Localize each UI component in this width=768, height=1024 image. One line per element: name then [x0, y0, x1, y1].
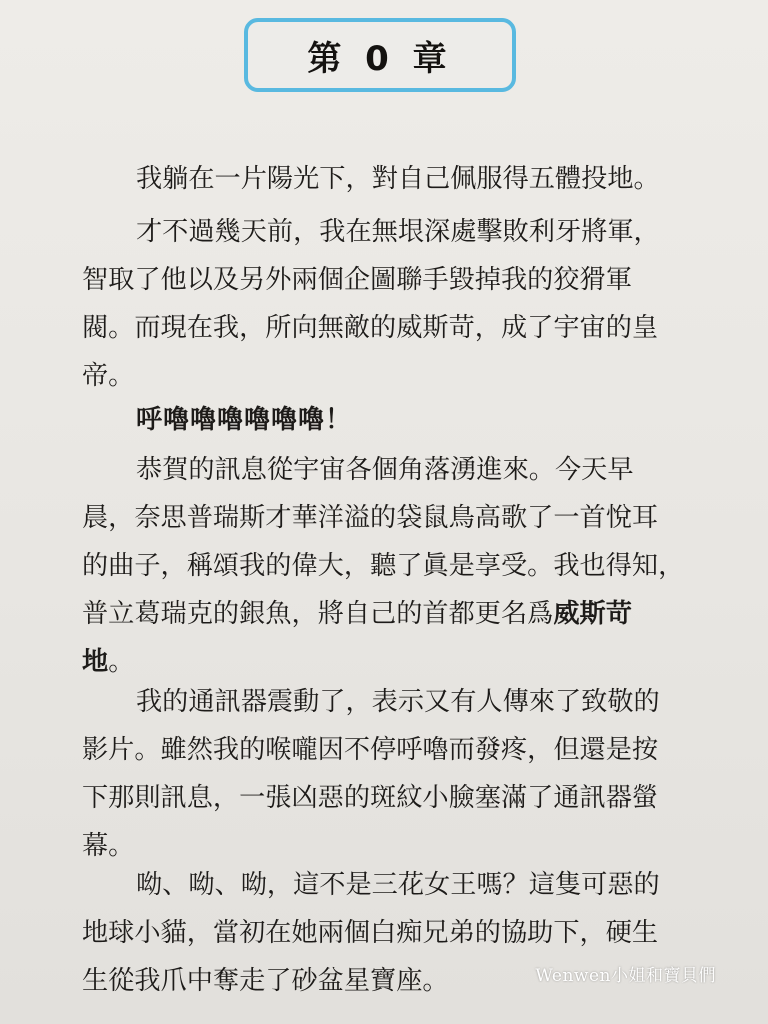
text-line: 生從我爪中奪走了砂盆星寶座。: [82, 966, 449, 996]
paragraph-2: [82, 208, 704, 400]
emphasized-name-end: 地: [82, 647, 109, 677]
paragraph-5: [82, 678, 704, 870]
chapter-heading-box: [244, 18, 516, 92]
text-line: 下那則訊息，一張凶惡的斑紋小臉塞滿了通訊器螢: [82, 783, 659, 813]
text-line: 地球小貓，當初在她兩個白痴兄弟的協助下，硬生: [82, 918, 659, 948]
paragraph-1: [82, 155, 704, 203]
text-line: 我的通訊器震動了，表示又有人傳來了致敬的: [136, 687, 660, 717]
text-line: 恭賀的訊息從宇宙各個角落湧進來。今天早: [136, 455, 634, 485]
text-line: [82, 590, 704, 638]
text-line: 影片。雖然我的喉嚨因不停呼嚕而發疼，但還是按: [82, 735, 659, 765]
chapter-title: 第 0 章: [307, 38, 453, 79]
text-segment: 普立葛瑞克的銀魚，將自己的首都更名爲: [82, 599, 554, 629]
text-line: 晨，奈思普瑞斯才華洋溢的袋鼠鳥高歌了一首悅耳: [82, 503, 659, 533]
text-line: 我躺在一片陽光下，對自己佩服得五體投地。: [136, 164, 660, 194]
text-line: 幕。: [82, 831, 135, 861]
text-segment: 。: [108, 647, 135, 677]
paragraph-3: [82, 396, 704, 444]
text-line: 帝。: [82, 361, 135, 391]
emphasized-name: 威斯苛: [553, 599, 632, 629]
text-line: 才不過幾天前，我在無垠深處擊敗利牙將軍，: [136, 217, 660, 247]
text-line: 閥。而現在我，所向無敵的威斯苛，成了宇宙的皇: [82, 313, 659, 343]
text-line: 呦、呦、呦，這不是三花女王嗎？這隻可惡的: [136, 870, 660, 900]
purring-exclamation: 呼嚕嚕嚕嚕嚕嚕！: [136, 405, 353, 435]
watermark-text: Wenwen小姐和寶貝們: [535, 966, 716, 986]
text-line: 的曲子，稱頌我的偉大，聽了眞是享受。我也得知，: [82, 551, 685, 581]
text-line: 智取了他以及另外兩個企圖聯手毀掉我的狡猾軍: [82, 265, 632, 295]
paragraph-4: [82, 446, 704, 686]
